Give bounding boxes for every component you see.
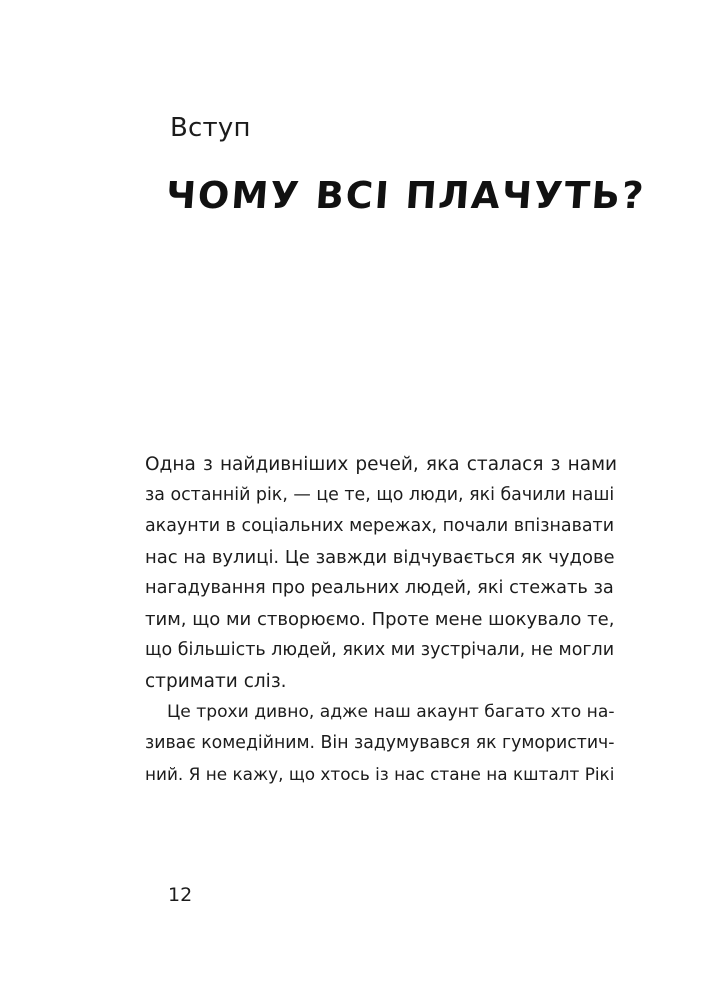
text-line: тим, що ми створюємо. Проте мене шокувало те, [145,609,615,630]
text-line: Це трохи дивно, адже наш акаунт багато хто на- [167,702,615,722]
text-line: акаунти в соціальних мережах, почали впізнавати [145,516,615,536]
text-line: нагадування про реальних людей, які стежать за [145,578,614,598]
text-line: зиває комедійним. Він задумувався як гумористич- [145,733,615,753]
paragraph-2 [145,697,617,790]
chapter-title: ЧОМУ ВСІ ПЛАЧУТЬ? [164,174,647,217]
text-line: нас на вулиці. Це завжди відчувається як чудове [145,547,615,568]
body-text [145,449,617,790]
section-label: Вступ [170,113,251,143]
paragraph-1 [145,449,617,697]
text-line: за останній рік, — це те, що люди, які бачили наші [145,485,615,505]
text-line: Одна з найдивніших речей, яка сталася з нами [145,454,618,475]
text-line: стримати сліз. [145,671,287,692]
text-line: що більшість людей, яких ми зустрічали, не могли [145,640,615,660]
page-number: 12 [168,884,193,906]
text-line: ний. Я не кажу, що хтось із нас стане на кшталт Рікі [145,764,615,784]
